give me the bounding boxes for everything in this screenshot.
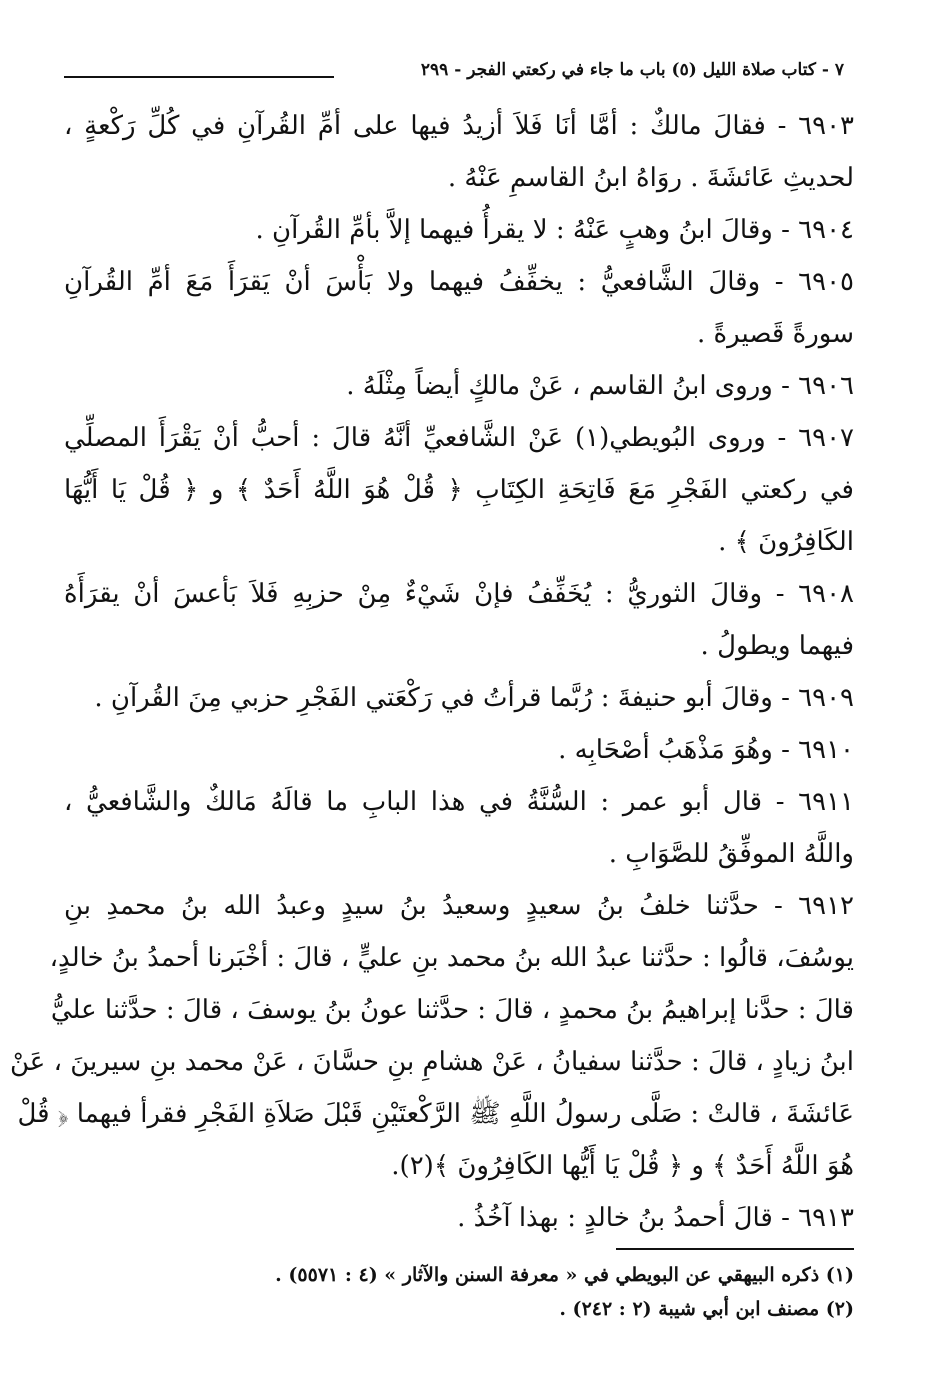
running-title: ٧ - كتاب صلاة الليل (٥) باب ما جاء في ركعتي الفجر - ٢٩٩ xyxy=(420,60,844,80)
footnote-separator xyxy=(616,1248,854,1250)
paragraph xyxy=(10,880,854,1192)
text-line: ٦٩٠٧ - وروى البُويطي(١) عَنْ الشَّافعيِّ أنَّهُ قالَ : أحبُّ أنْ يَقْرَأَ المصلِّي xyxy=(64,423,854,453)
text-line: ٦٩٠٩ - وقالَ أبو حنيفةَ : رُبَّما قرأتُ في رَكْعَتي الفَجْرِ حزبي مِنَ القُرآنِ . xyxy=(94,683,854,713)
paragraph xyxy=(64,568,854,672)
running-head xyxy=(64,52,844,88)
header-rule xyxy=(64,76,334,78)
paragraph xyxy=(64,360,854,412)
text-line: ٦٩١٣ - قالَ أحمدُ بنُ خالدٍ : بهذا آخُذُ . xyxy=(457,1203,854,1233)
text-line: ابنُ زيادٍ ، قالَ : حدَّثنا سفيانُ ، عَنْ هشامِ بنِ حسَّانَ ، عَنْ محمد بنِ سيرينَ ، عَنْ xyxy=(10,1047,854,1077)
main-text xyxy=(10,100,854,1244)
text-line: في ركعتي الفَجْرِ مَعَ فَاتِحَةِ الكِتَابِ ﴿ قُلْ هُوَ اللَّهُ أَحَدٌ ﴾ و ﴿ قُلْ يَا أَيُّهَا xyxy=(64,475,854,505)
paragraph xyxy=(64,776,854,880)
text-line: الكَافِرُونَ ﴾ . xyxy=(718,527,854,557)
paragraph xyxy=(64,412,854,568)
text-line: واللَّهُ الموفِّقُ للصَّوَابِ . xyxy=(608,839,854,869)
text-line: عَائشَةَ ، قالتْ : صَلَّى رسولُ اللَّهِ ﷺ الرَّكْعتَيْنِ قَبْلَ صَلاَةِ الفَجْرِ فقرأ فيهما ﴿ قُلْ xyxy=(17,1099,854,1129)
text-line: ٦٩١٢ - حدَّثنا خلفُ بنُ سعيدٍ وسعيدُ بنُ سيدٍ وعبدُ الله بنُ محمدِ بنِ xyxy=(64,891,854,921)
text-line: فيهما ويطولُ . xyxy=(700,631,854,661)
text-line: ٦٩٠٣ - فقالَ مالكٌ : أمَّا أنَا فَلاَ أزيدُ فيها على أمِّ القُرآنِ في كُلِّ رَكْعةٍ ، xyxy=(64,111,854,141)
paragraph xyxy=(64,256,854,360)
text-line: يوسُفَ، قالُوا : حدَّثنا عبدُ الله بنُ محمد بنِ عليٍّ ، قالَ : أخْبَرنا أحمدُ بنُ خالدٍ، xyxy=(49,943,854,973)
text-line: ٦٩٠٤ - وقالَ ابنُ وهبٍ عَنْهُ : لا يقرأُ فيهما إلاَّ بأمِّ القُرآنِ . xyxy=(255,215,854,245)
footnotes xyxy=(120,1258,854,1326)
text-line: ٦٩١٠ - وهُوَ مَذْهَبُ أصْحَابِه . xyxy=(558,735,854,765)
text-line: ٦٩١١ - قال أبو عمر : السُّنَّةُ في هذا البابِ ما قالَهُ مَالكٌ والشَّافعيُّ ، xyxy=(64,787,854,817)
paragraph xyxy=(64,1192,854,1244)
paragraph xyxy=(64,204,854,256)
paragraph xyxy=(64,100,854,204)
text-line: سورةً قَصيرةً . xyxy=(697,319,854,349)
text-line: ٦٩٠٥ - وقالَ الشَّافعيُّ : يخفِّفُ فيهما ولا بَأْسَ أنْ يَقرَأَ مَعَ أمِّ القُرآنِ xyxy=(64,267,854,297)
text-line: لحديثِ عَائشَةَ . روَاهُ ابنُ القاسمِ عَنْهُ . xyxy=(447,163,854,193)
text-line: قالَ : حدَّنا إبراهيمُ بنُ محمدٍ ، قالَ : حدَّثنا عونُ بنُ يوسفَ ، قالَ : حدَّثنا عليُّ xyxy=(50,995,854,1025)
text-line: ٦٩٠٨ - وقالَ الثوريُّ : يُخَفِّفُ فإنْ شَيْءٌ مِنْ حزبِهِ فَلاَ بَأعسَ أنْ يقرَأَهُ xyxy=(64,579,854,609)
paragraph xyxy=(64,724,854,776)
paragraph xyxy=(64,672,854,724)
text-line: هُوَ اللَّهُ أَحَدٌ ﴾ و ﴿ قُلْ يَا أَيُّها الكَافِرُونَ ﴾(٢). xyxy=(391,1151,854,1181)
text-line: ٦٩٠٦ - وروى ابنُ القاسم ، عَنْ مالكٍ أيضاً مِثْلَهُ . xyxy=(346,371,854,401)
footnote-2: (٢) مصنف ابن أبي شيبة (٢ : ٢٤٢) . xyxy=(559,1298,854,1320)
footnote-1: (١) ذكره البيهقي عن البويطي في « معرفة السنن والآثار » (٤ : ٥٥٧١) . xyxy=(275,1264,854,1286)
